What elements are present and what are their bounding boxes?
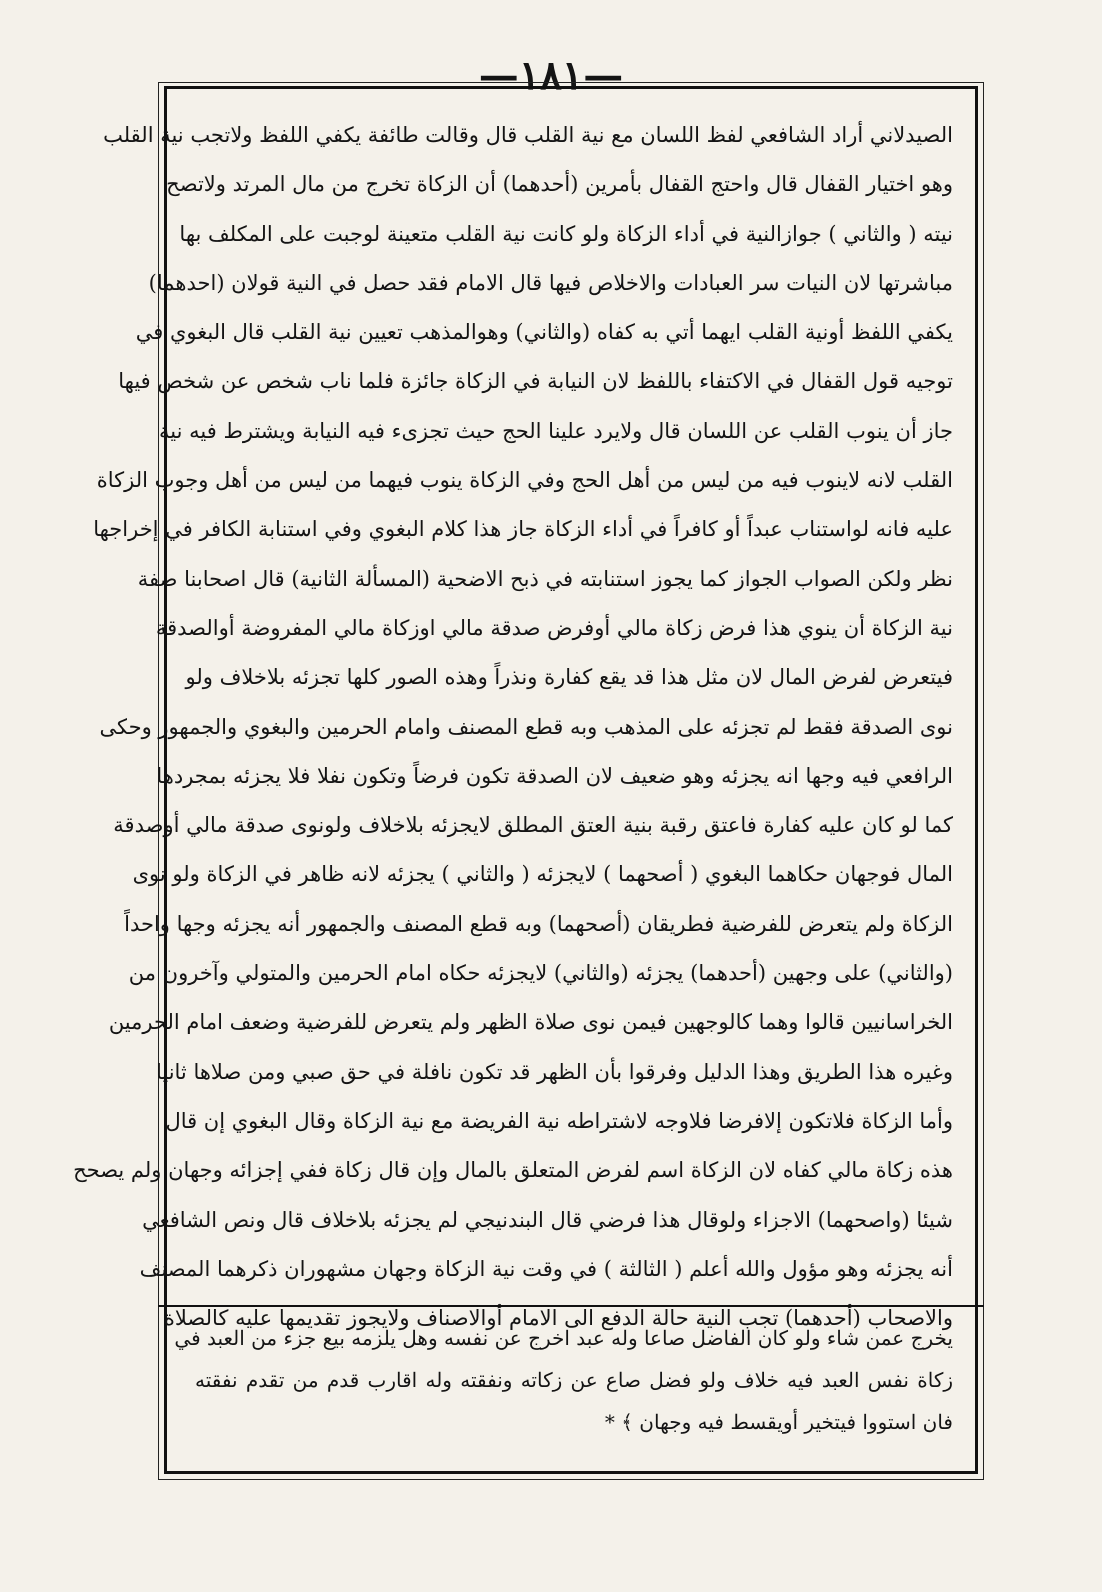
- text-line: جاز أن ينوب القلب عن اللسان قال ولايرد علينا الحج حيث تجزىء فيه النيابة ويشترط فيه نية: [159, 418, 953, 443]
- text-line: توجيه قول القفال في الاكتفاء باللفظ لان النيابة في الزكاة جائزة فلما ناب شخص عن شخص فيها: [118, 369, 953, 394]
- text-line: أنه يجزئه وهو مؤول والله أعلم ( الثالثة ) في وقت نية الزكاة وجهان مشهوران ذكرهما المصنف: [139, 1256, 953, 1281]
- footnote-separator: [158, 1305, 984, 1307]
- footnote-line: يخرج عمن شاء ولو كان الفاضل صاعا وله عبد اخرج عن نفسه وهل يلزمه بيع جزء من العبد في: [174, 1326, 953, 1350]
- text-line: المال فوجهان حكاهما البغوي ( أصحهما ) لايجزئه ( والثاني ) يجزئه لانه ظاهر في الزكاة ولو نوى: [132, 862, 953, 887]
- text-line: نية الزكاة أن ينوي هذا فرض زكاة مالي أوفرض صدقة مالي اوزكاة مالي المفروضة أوالصدقة: [155, 615, 953, 640]
- text-line: يكفي اللفظ أونية القلب ايهما أتي به كفاه (والثاني) وهوالمذهب تعيين نية القلب قال البغوي في: [135, 320, 953, 345]
- footnote-block: [174, 1317, 953, 1443]
- text-frame: [73, 86, 978, 1474]
- text-line: عليه فانه لواستناب عبداً أو كافراً في أداء الزكاة جاز هذا كلام البغوي وفي استنابة الكافر في إخراجها: [93, 517, 953, 542]
- text-line: الصيدلاني أراد الشافعي لفظ اللسان مع نية القلب قال وقالت طائفة يكفي اللفظ ولاتجب نية القلب: [103, 123, 953, 147]
- text-line: كما لو كان عليه كفارة فاعتق رقبة بنية العتق المطلق لايجزئه بلاخلاف ولونوى صدقة مالي أوصدقة: [113, 813, 953, 838]
- text-line: الخراسانيين قالوا وهما كالوجهين فيمن نوى صلاة الظهر ولم يتعرض للفرضية وضعف امام الحرمين: [108, 1010, 953, 1035]
- text-line: هذه زكاة مالي كفاه لان الزكاة اسم لفرض المتعلق بالمال وإن قال زكاة ففي إجزائه وجهان ولم يصحح: [73, 1158, 953, 1183]
- text-line: وأما الزكاة فلاتكون إلافرضا فلاوجه لاشتراطه نية الفريضة مع نية الزكاة وقال البغوي إن قال: [165, 1108, 953, 1133]
- footnote-line: زكاة نفس العبد فيه خلاف ولو فضل صاع عن زكاته ونفقته وله اقارب قدم من تقدم نفقته: [195, 1368, 953, 1392]
- page-number: —١٨١—: [478, 52, 624, 99]
- text-line: الرافعي فيه وجها انه يجزئه وهو ضعيف لان الصدقة تكون فرضاً وتكون نفلا فلا يجزئه بمجردها: [156, 763, 953, 788]
- text-line: نظر ولكن الصواب الجواز كما يجوز استنابته في ذبح الاضحية (المسألة الثانية) قال اصحابنا صفة: [137, 566, 953, 591]
- text-line: نوى الصدقة فقط لم تجزئه على المذهب وبه قطع المصنف وامام الحرمين والبغوي والجمهور وحكى: [99, 714, 953, 739]
- text-line: فيتعرض لفرض المال لان مثل هذا قد يقع كفارة ونذراً وهذه الصور كلها تجزئه بلاخلاف ولو: [185, 665, 953, 690]
- text-line: وغيره هذا الطريق وهذا الدليل وفرقوا بأن الظهر قد تكون نافلة في حق صبي ومن صلاها ثانيا: [155, 1059, 953, 1084]
- text-line: شيئا (واصحهما) الاجزاء ولوقال هذا فرضي قال البندنيجي لم يجزئه بلاخلاف قال ونص الشافعي: [142, 1207, 953, 1232]
- text-line: مباشرتها لان النيات سر العبادات والاخلاص فيها قال الامام فقد حصل في النية قولان (احدهما): [148, 270, 953, 295]
- main-text-block: [73, 111, 953, 1343]
- text-line: (والثاني) على وجهين (أحدهما) يجزئه (والثاني) لايجزئه حكاه امام الحرمين والمتولي وآخرون من: [128, 961, 953, 986]
- text-line: والاصحاب (أحدهما) تجب النية حالة الدفع الى الامام أوالاصناف ولايجوز تقديمها عليه كالصلاة: [163, 1306, 953, 1331]
- text-line: وهو اختيار القفال قال واحتج القفال بأمرين (أحدهما) أن الزكاة تخرج من مال المرتد ولاتصح: [166, 172, 953, 197]
- text-line: نيته ( والثاني ) جوازالنية في أداء الزكاة ولو كانت نية القلب متعينة لوجبت على المكلف بها: [179, 221, 953, 246]
- text-line: الزكاة ولم يتعرض للفرضية فطريقان (أصحهما) وبه قطع المصنف والجمهور أنه يجزئه وجها واحداً: [124, 911, 953, 936]
- text-line: القلب لانه لاينوب فيه من ليس من أهل الحج وفي الزكاة ينوب فيهما من ليس من أهل وجوب الزكاة: [96, 468, 953, 493]
- footnote-line: فان استووا فيتخير أويقسط فيه وجهان ﴾ *: [604, 1410, 953, 1434]
